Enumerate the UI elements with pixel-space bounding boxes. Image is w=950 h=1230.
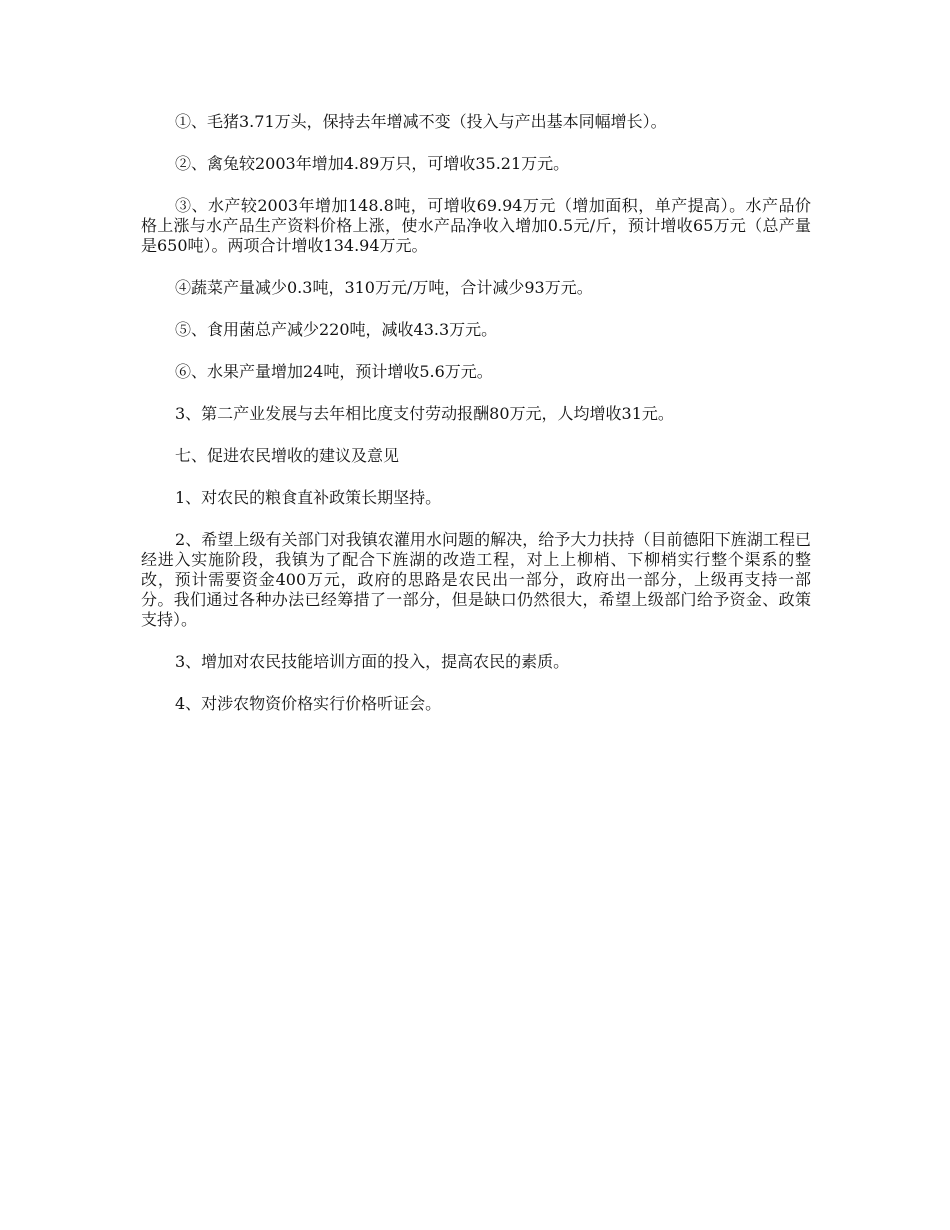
paragraph-vegetables: ④蔬菜产量减少0.3吨，310万元/万吨，合计减少93万元。 bbox=[175, 278, 593, 297]
paragraph-aquatic-products: ③、水产较2003年增加148.8吨，可增收69.94万元（增加面积，单产提高）。水产品价格上涨与水产品生产资料价格上涨，使水产品净收入增加0.5元/斤，预计增收65万元（总产量是650吨）。两项合计增收134.94万元。 bbox=[141, 196, 811, 255]
document-body bbox=[141, 112, 811, 736]
suggestion-item-2: 2、希望上级有关部门对我镇农灌用水问题的解决，给予大力扶持（目前德阳下旌湖工程已经进入实施阶段，我镇为了配合下旌湖的改造工程，对上上柳梢、下柳梢实行整个渠系的整改，预计需要资金400万元，政府的思路是农民出一部分，政府出一部分，上级再支持一部分。我们通过各种办法已经筹措了一部分，但是缺口仍然很大，希望上级部门给予资金、政策支持）。 bbox=[141, 530, 811, 629]
paragraph-fruit: ⑥、水果产量增加24吨，预计增收5.6万元。 bbox=[175, 362, 493, 381]
paragraph-secondary-industry: 3、第二产业发展与去年相比度支付劳动报酬80万元，人均增收31元。 bbox=[175, 404, 674, 423]
suggestion-item-3: 3、增加对农民技能培训方面的投入，提高农民的素质。 bbox=[175, 652, 570, 671]
section-heading-suggestions: 七、促进农民增收的建议及意见 bbox=[175, 446, 400, 465]
suggestion-item-4: 4、对涉农物资价格实行价格听证会。 bbox=[175, 694, 442, 713]
paragraph-poultry-rabbits: ②、禽兔较2003年增加4.89万只，可增收35.21万元。 bbox=[175, 154, 570, 173]
paragraph-edible-fungi: ⑤、食用菌总产减少220吨，减收43.3万元。 bbox=[175, 320, 498, 339]
paragraph-pigs: ①、毛猪3.71万头，保持去年增减不变（投入与产出基本同幅增长）。 bbox=[175, 112, 667, 131]
suggestion-item-1: 1、对农民的粮食直补政策长期坚持。 bbox=[175, 488, 442, 507]
